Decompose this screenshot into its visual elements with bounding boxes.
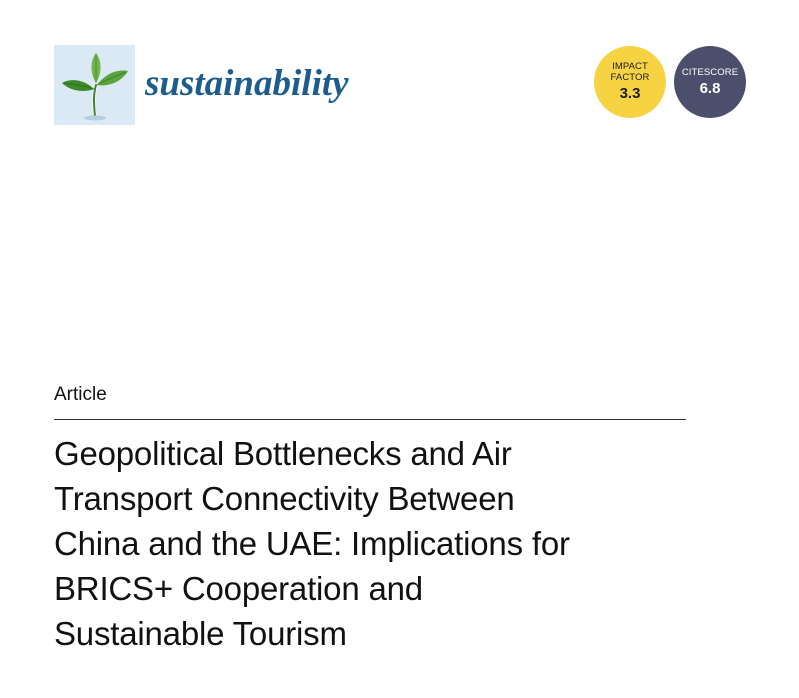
title-line: Transport Connectivity Between: [54, 480, 515, 517]
title-line: BRICS+ Cooperation and: [54, 570, 423, 607]
journal-logo: [54, 45, 135, 125]
article-title: [54, 431, 714, 656]
article-type-label: Article: [54, 384, 107, 405]
title-line: Sustainable Tourism: [54, 615, 347, 652]
citescore-value: 6.8: [699, 79, 721, 97]
impact-factor-label: IMPACT FACTOR: [610, 61, 650, 83]
citescore-badge[interactable]: [674, 46, 746, 118]
impact-factor-value: 3.3: [619, 85, 641, 102]
title-line: China and the UAE: Implications for: [54, 525, 570, 562]
title-divider: [54, 419, 686, 420]
sprout-icon: [54, 45, 135, 125]
journal-title[interactable]: sustainability: [145, 63, 349, 104]
citescore-label: CITESCORE: [681, 66, 739, 78]
impact-factor-badge[interactable]: [594, 46, 666, 118]
title-line: Geopolitical Bottlenecks and Air: [54, 435, 512, 472]
